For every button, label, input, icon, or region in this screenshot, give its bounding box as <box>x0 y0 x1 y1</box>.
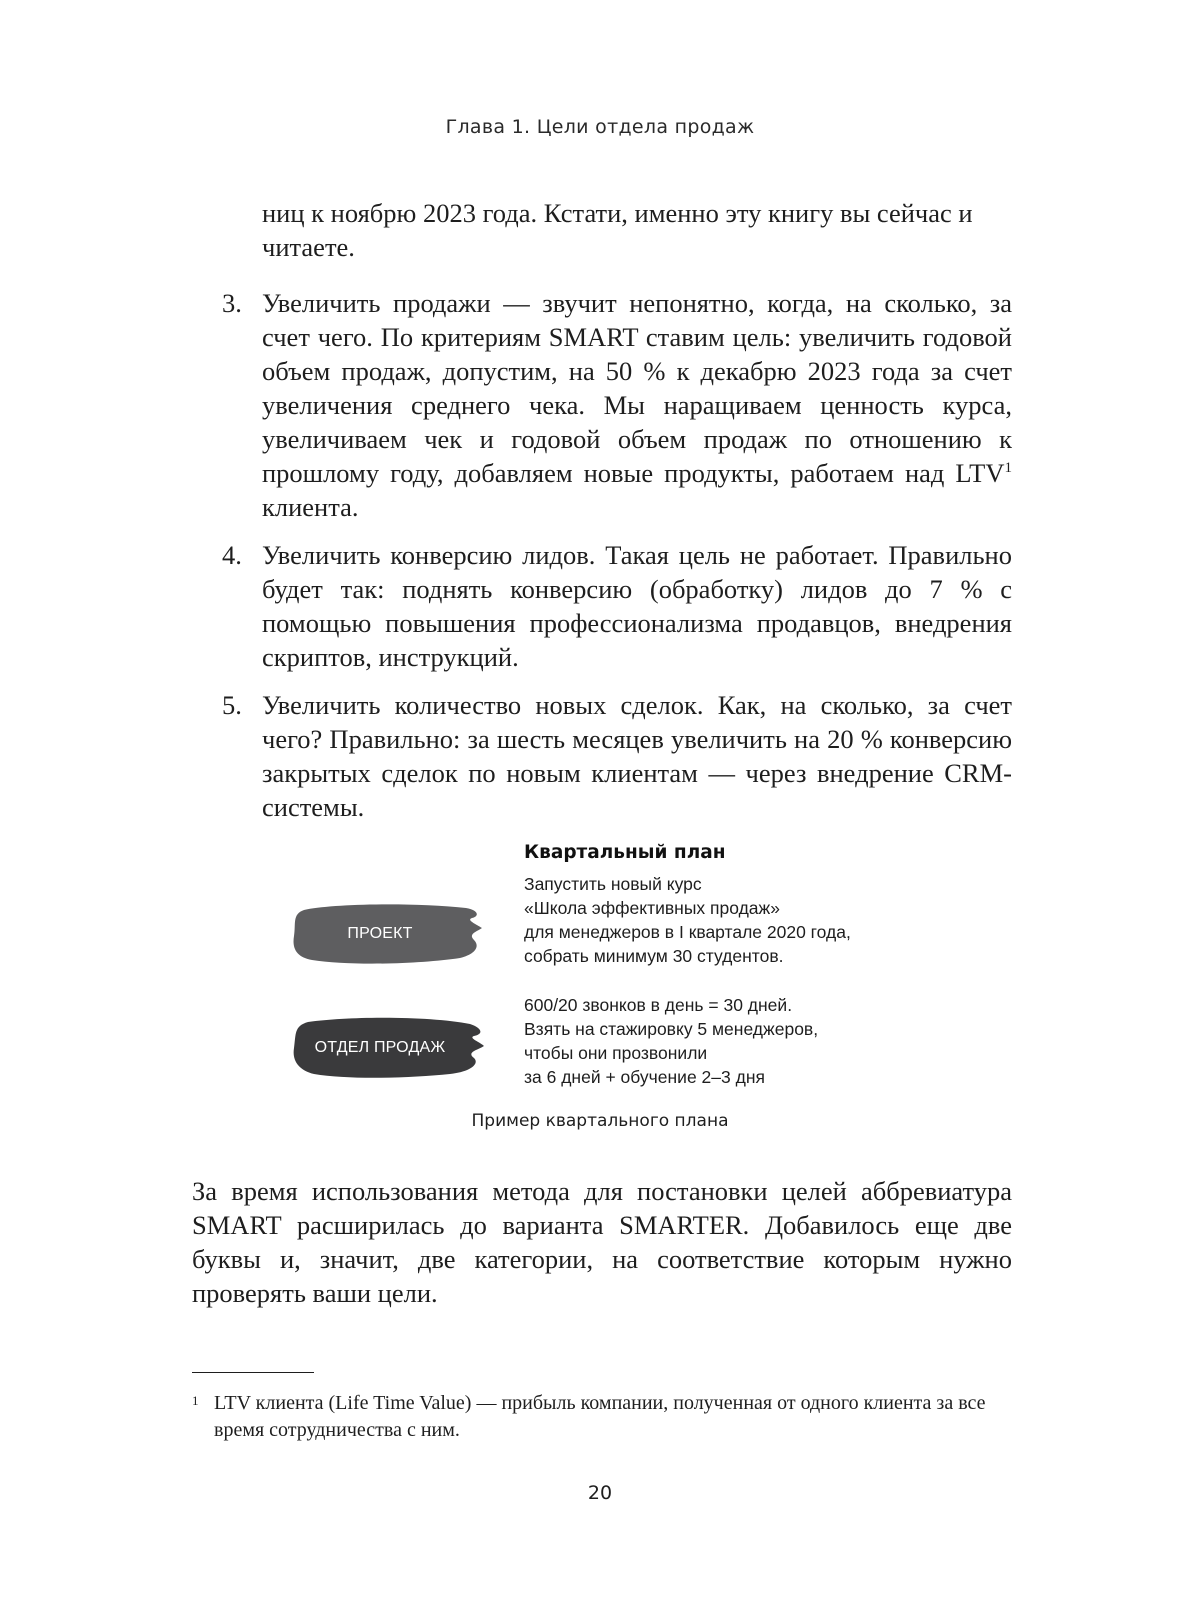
continuation-text: ниц к ноябрю 2023 года. Кстати, именно эту книгу вы сейчас и читаете. <box>262 198 973 262</box>
figure-row-sales-text <box>524 993 818 1089</box>
figure-row-project-text <box>524 872 851 968</box>
list-item-4 <box>222 538 1012 674</box>
footnote-mark: 1 <box>192 1393 199 1408</box>
list-item-text: Увеличить количество новых сделок. Как, на сколько, за счет чего? Правильно: за шесть месяцев увеличить на 20 % конверсию закрытых сделок по новым клиентам — через внедрение CRM-системы. <box>262 690 1012 822</box>
body-paragraph: За время использования метода для постановки целей аббревиатура SMART расширилась до варианта SMARTER. Добавилось еще две буквы и, значит, две категории, на соответствие которым нужно проверять ваши цели. <box>192 1176 1012 1308</box>
list-item-5 <box>222 688 1012 824</box>
figure-caption: Пример квартального плана <box>471 1111 729 1131</box>
footnote-ref[interactable]: 1 <box>1004 460 1012 476</box>
list-item-text: Увеличить конверсию лидов. Такая цель не работает. Правильно будет так: поднять конверсию (обработку) лидов до 7 % с помощью повышения профессионализма продавцов, внедрения скриптов, инструкций. <box>262 540 1012 672</box>
list-item-number: 3. <box>222 288 242 318</box>
figure-line: Взять на стажировку 5 менеджеров, <box>524 1019 819 1039</box>
brush-label-project <box>290 902 490 966</box>
figure-line: собрать минимум 30 студентов. <box>524 946 784 966</box>
footnote <box>192 1390 1012 1444</box>
list-item-text-end: клиента. <box>262 492 359 522</box>
brush-label-text: ОТДЕЛ ПРОДАЖ <box>314 1039 446 1056</box>
figure-title: Квартальный план <box>524 842 726 863</box>
footnote-divider <box>192 1372 314 1373</box>
list-item-number: 4. <box>222 540 242 570</box>
brush-label-sales <box>290 1016 490 1080</box>
figure-line: за 6 дней + обучение 2–3 дня <box>524 1067 765 1087</box>
running-head: Глава 1. Цели отдела продаж <box>445 116 755 138</box>
list-item-number: 5. <box>222 690 242 720</box>
footnote-text: LTV клиента (Life Time Value) — прибыль компании, полученная от одного клиента за все время сотрудничества с ним. <box>214 1392 986 1441</box>
figure-line: «Школа эффективных продаж» <box>524 898 780 918</box>
figure-line: чтобы они прозвонили <box>524 1043 708 1063</box>
list-item-3 <box>222 286 1012 524</box>
page-number: 20 <box>587 1482 613 1504</box>
figure-line: 600/20 звонков в день = 30 дней. <box>524 995 793 1015</box>
figure-line: для менеджеров в I квартале 2020 года, <box>524 922 851 942</box>
brush-label-text: ПРОЕКТ <box>347 925 413 942</box>
list-item-text: Увеличить продажи — звучит непонятно, когда, на сколько, за счет чего. По критериям SMART ставим цель: увеличить годовой объем продаж, допустим, на 50 % к декабрю 2023 года за счет увеличения среднего чека. Мы наращиваем ценность курса, увеличиваем чек и годовой объем продаж по отношению к прошлому году, добавляем новые продукты, работаем над LTV <box>262 288 1012 488</box>
figure-line: Запустить новый курс <box>524 874 702 894</box>
